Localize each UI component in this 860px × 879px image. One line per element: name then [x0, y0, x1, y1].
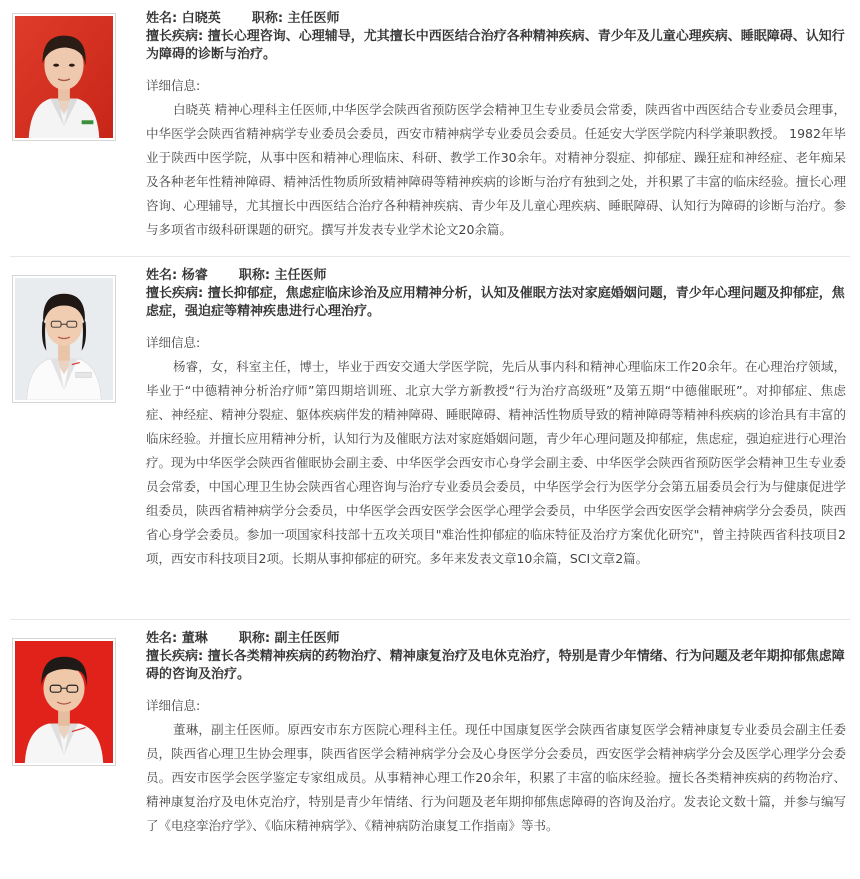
title-label: 职称:: [251, 11, 284, 26]
doctor-detail: 白晓英 精神心理科主任医师,中华医学会陕西省预防医学会精神卫生专业委员会常委，陕西省中西医结合专业委员会理事，中华医学会陕西省精神病学专业委员会委员，西安市精神病学专业委员会委员。任延安大学医学院内科学兼职教授。 1982年毕业于陕西中医学院，从事中医和精神心理临床、科研、教学工作30余年。对精神分裂症、抑郁症、躁狂症和神经症、老年痴呆及各种老年性精神障碍、精神活性物质所致精神障碍等精神疾病的诊断与治疗有独到之处，并积累了丰富的临床经验。擅长心理咨询、心理辅导，尤其擅长中西医结合治疗各种精神疾病、青少年及儿童心理疾病、睡眠障碍、认知行为障碍的诊断与治疗。参与多项省市级科研课题的研究。撰写并发表专业学术论文20余篇。: [146, 102, 847, 237]
doctor-card: [10, 257, 850, 620]
doctor-specialty: [146, 648, 846, 684]
name-label: 姓名:: [146, 11, 178, 26]
doctor-info: [146, 267, 846, 571]
doctor-specialty: [146, 285, 846, 321]
doctor-name: 杨睿: [181, 268, 208, 283]
title-label: 职称:: [238, 268, 271, 283]
doctor-info: [146, 630, 846, 838]
title-label: 职称:: [238, 631, 271, 646]
doctor-card: [10, 0, 850, 257]
doctor-portrait-image: [15, 641, 113, 763]
doctor-header: [146, 10, 846, 28]
doctor-title: 主任医师: [287, 11, 340, 26]
specialty-text: 擅长抑郁症，焦虑症临床诊治及应用精神分析，认知及催眠方法对家庭婚姻问题，青少年心理问题及抑郁症，焦虑症，强迫症等精神疾患进行心理治疗。: [146, 286, 845, 319]
name-label: 姓名:: [146, 268, 178, 283]
doctor-name: 董琳: [181, 631, 208, 646]
doctor-photo[interactable]: [12, 275, 116, 403]
specialty-label: 擅长疾病:: [146, 649, 204, 664]
doctor-photo[interactable]: [12, 13, 116, 141]
doctor-title: 副主任医师: [274, 631, 340, 646]
specialty-text: 擅长心理咨询、心理辅导，尤其擅长中西医结合治疗各种精神疾病、青少年及儿童心理疾病、睡眠障碍、认知行为障碍的诊断与治疗。: [146, 29, 845, 62]
detail-label: 详细信息:: [146, 698, 201, 713]
doctor-portrait-image: [15, 16, 113, 138]
doctor-detail: 杨睿，女，科室主任，博士，毕业于西安交通大学医学院，先后从事内科和精神心理临床工作20余年。在心理治疗领域，毕业于“中德精神分析治疗师”第四期培训班、北京大学方新教授“行为治疗高级班”及第五期“中德催眠班”。对抑郁症、焦虑症、神经症、精神分裂症、躯体疾病伴发的精神障碍、睡眠障碍、精神活性物质导致的精神障碍等精神科疾病的诊治具有丰富的临床经验。并擅长应用精神分析，认知行为及催眠方法对家庭婚姻问题，青少年心理问题及抑郁症，焦虑症，强迫症进行心理治疗。现为中华医学会陕西省催眠协会副主委、中华医学会西安市心身学会副主委、中华医学会陕西省预防医学会精神卫生专业委员会常委，中国心理卫生协会陕西省心理咨询与治疗专业委员会委员，中华医学会行为医学分会第五届委员会行为与健康促进学组委员，陕西省精神病学分会委员，中华医学会西安医学会医学心理学会委员，中华医学会西安医学会精神病学分会委员，陕西省心身学会委员。参加一项国家科技部十五攻关项目"难治性抑郁症的临床特征及治疗方案优化研究"，曾主持陕西省科技项目2项，西安市科技项目2项。长期从事抑郁症的研究。多年来发表文章10余篇，SCI文章2篇。: [146, 359, 847, 566]
doctor-header: [146, 267, 846, 285]
doctor-portrait-image: [15, 278, 113, 400]
detail-label: 详细信息:: [146, 335, 201, 350]
name-label: 姓名:: [146, 631, 178, 646]
doctor-header: [146, 630, 846, 648]
doctor-specialty: [146, 28, 846, 64]
doctor-name: 白晓英: [181, 11, 221, 26]
doctor-card: [10, 620, 850, 879]
detail-label: 详细信息:: [146, 78, 201, 93]
doctor-photo[interactable]: [12, 638, 116, 766]
doctor-detail: 董琳，副主任医师。原西安市东方医院心理科主任。现任中国康复医学会陕西省康复医学会精神康复专业委员会副主任委员，陕西省心理卫生协会理事，陕西省医学会精神病学分会及心身医学分会委员，西安医学会精神病学分会及医学心理学分会委员。西安市医学会医学鉴定专家组成员。从事精神心理工作20余年，积累了丰富的临床经验。擅长各类精神疾病的药物治疗、精神康复治疗及电休克治疗，特别是青少年情绪、行为问题及老年期抑郁焦虑障碍的咨询及治疗。发表论文数十篇，并参与编写了《电痉挛治疗学》、《临床精神病学》、《精神病防治康复工作指南》等书。: [146, 722, 847, 833]
specialty-text: 擅长各类精神疾病的药物治疗、精神康复治疗及电休克治疗，特别是青少年情绪、行为问题及老年期抑郁焦虑障碍的咨询及治疗。: [146, 649, 845, 682]
doctor-title: 主任医师: [274, 268, 327, 283]
specialty-label: 擅长疾病:: [146, 286, 204, 301]
doctor-info: [146, 10, 846, 242]
specialty-label: 擅长疾病:: [146, 29, 204, 44]
